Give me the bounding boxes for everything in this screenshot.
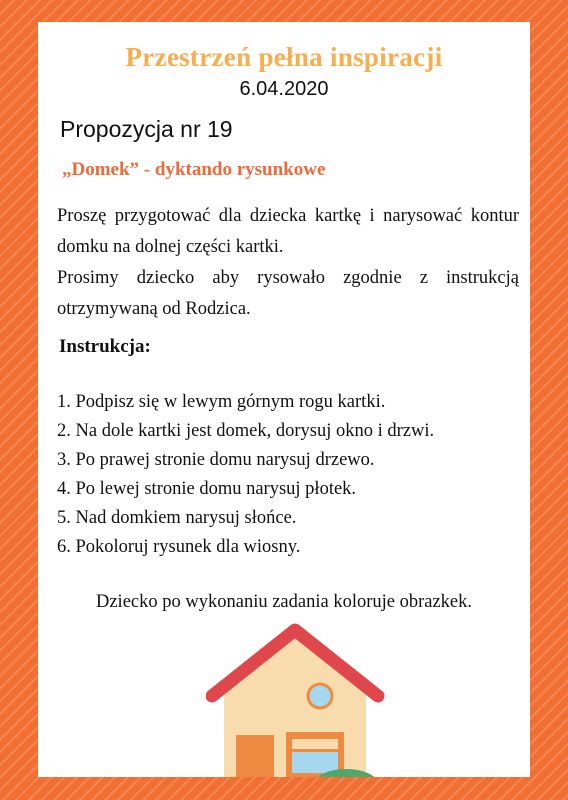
- intro-paragraph-1: Proszę przygotować dla dziecka kartkę i narysować kontur domku na dolnej części kartki.: [57, 206, 519, 257]
- list-item: 3. Po prawej stronie domu narysuj drzewo.: [57, 450, 375, 470]
- instructions-label: Instrukcja:: [59, 336, 151, 357]
- date-label: 6.04.2020: [239, 78, 329, 100]
- page-title: Przestrzeń pełna inspiracji: [125, 42, 443, 72]
- house-icon: [206, 622, 386, 777]
- intro-paragraph-2: Prosimy dziecko aby rysowało zgodnie z instrukcją otrzymywaną od Rodzica.: [57, 268, 519, 319]
- window-sill: [292, 739, 338, 749]
- window-pane: [292, 752, 338, 773]
- list-item: 1. Podpisz się w lewym górnym rogu kartki.: [57, 392, 386, 412]
- list-item: 5. Nad domkiem narysuj słońce.: [57, 508, 297, 528]
- list-item: 6. Pokoloruj rysunek dla wiosny.: [57, 537, 301, 557]
- closing-text: Dziecko po wykonaniu zadania koloruje obrazkek.: [95, 592, 473, 612]
- house-door: [236, 735, 274, 777]
- proposal-subtitle: „Domek” - dyktando rysunkowe: [62, 159, 326, 180]
- instructions-list: [57, 388, 434, 562]
- round-window: [308, 684, 332, 708]
- proposal-heading: Propozycja nr 19: [60, 116, 233, 142]
- document-page: [38, 22, 530, 777]
- list-item: 4. Po lewej stronie domu narysuj płotek.: [57, 479, 357, 499]
- list-item: 2. Na dole kartki jest domek, dorysuj okno i drzwi.: [57, 421, 435, 441]
